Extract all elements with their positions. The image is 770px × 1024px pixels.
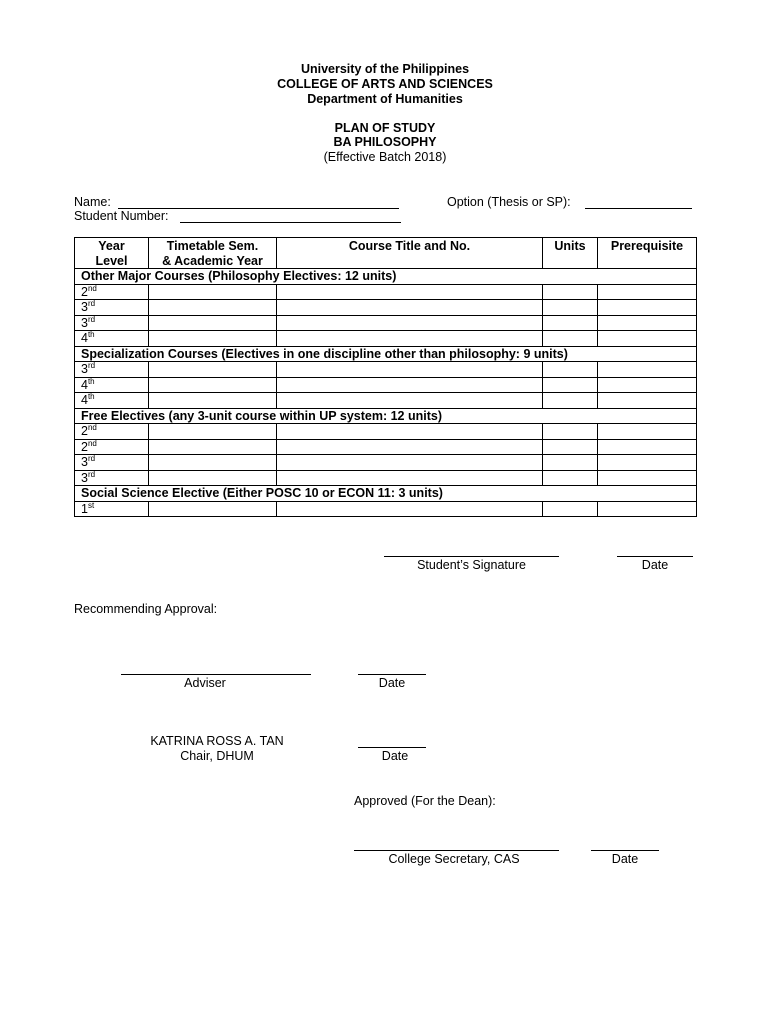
student-signature-line[interactable] — [384, 556, 559, 557]
year-level-suffix: st — [87, 501, 95, 510]
approved-dean-label: Approved (For the Dean): — [354, 794, 496, 808]
col-year-level — [75, 238, 149, 269]
table-row — [75, 393, 697, 409]
timetable-cell[interactable] — [149, 501, 277, 517]
department-name: Department of Humanities — [307, 92, 463, 106]
year-level-suffix: nd — [87, 423, 97, 432]
table-row — [75, 284, 697, 300]
university-name: University of the Philippines — [300, 62, 470, 76]
year-level-cell — [75, 331, 149, 347]
recommending-approval-label: Recommending Approval: — [74, 602, 218, 616]
plan-table-body — [75, 269, 697, 517]
table-row — [75, 377, 697, 393]
table-row — [75, 331, 697, 347]
col-prerequisite: Prerequisite — [598, 238, 697, 269]
course-cell[interactable] — [277, 470, 543, 486]
chair-name: KATRINA ROSS A. TAN — [150, 734, 284, 748]
table-row — [75, 455, 697, 471]
student-number-label: Student Number: — [74, 209, 169, 223]
year-level-suffix: rd — [87, 470, 96, 479]
course-cell[interactable] — [277, 377, 543, 393]
year-level-number: 4 — [81, 393, 88, 407]
timetable-cell[interactable] — [149, 284, 277, 300]
year-level-number: 4 — [81, 331, 88, 345]
course-cell[interactable] — [277, 331, 543, 347]
secretary-label: College Secretary, CAS — [388, 852, 520, 866]
student-number-field[interactable] — [180, 222, 401, 223]
course-cell[interactable] — [277, 439, 543, 455]
units-cell[interactable] — [543, 284, 598, 300]
units-cell[interactable] — [543, 393, 598, 409]
year-level-cell — [75, 455, 149, 471]
program-title: BA PHILOSOPHY — [333, 135, 437, 149]
course-cell[interactable] — [277, 424, 543, 440]
year-level-cell — [75, 424, 149, 440]
prerequisite-cell[interactable] — [598, 424, 697, 440]
secretary-date-label: Date — [611, 852, 639, 866]
year-level-suffix: th — [87, 377, 95, 386]
col-course: Course Title and No. — [277, 238, 543, 269]
year-level-suffix: rd — [87, 454, 96, 463]
secretary-date-line[interactable] — [591, 850, 659, 851]
prerequisite-cell[interactable] — [598, 331, 697, 347]
year-level-cell — [75, 439, 149, 455]
timetable-cell[interactable] — [149, 439, 277, 455]
table-row — [75, 424, 697, 440]
chair-date-label: Date — [381, 749, 409, 763]
adviser-signature-line[interactable] — [121, 674, 311, 675]
prerequisite-cell[interactable] — [598, 284, 697, 300]
timetable-cell[interactable] — [149, 331, 277, 347]
prerequisite-cell[interactable] — [598, 455, 697, 471]
table-row — [75, 501, 697, 517]
chair-date-line[interactable] — [358, 747, 426, 748]
prerequisite-cell[interactable] — [598, 501, 697, 517]
year-level-suffix: nd — [87, 439, 97, 448]
prerequisite-cell[interactable] — [598, 470, 697, 486]
year-level-number: 3 — [81, 455, 88, 469]
adviser-date-label: Date — [378, 676, 406, 690]
year-level-suffix: rd — [87, 361, 96, 370]
year-level-cell — [75, 393, 149, 409]
year-level-suffix: nd — [87, 284, 97, 293]
course-cell[interactable] — [277, 455, 543, 471]
prerequisite-cell[interactable] — [598, 315, 697, 331]
prerequisite-cell[interactable] — [598, 393, 697, 409]
section-title: Free Electives (any 3-unit course within UP system: 12 units) — [75, 408, 697, 424]
option-label: Option (Thesis or SP): — [447, 195, 571, 209]
prerequisite-cell[interactable] — [598, 300, 697, 316]
units-cell[interactable] — [543, 300, 598, 316]
units-cell[interactable] — [543, 377, 598, 393]
timetable-cell[interactable] — [149, 315, 277, 331]
year-level-suffix: rd — [87, 299, 96, 308]
timetable-cell[interactable] — [149, 300, 277, 316]
year-level-number: 3 — [81, 470, 88, 485]
col-units: Units — [543, 238, 598, 269]
timetable-cell[interactable] — [149, 455, 277, 471]
timetable-cell[interactable] — [149, 362, 277, 378]
units-cell[interactable] — [543, 424, 598, 440]
chair-title: Chair, DHUM — [180, 749, 254, 763]
timetable-cell[interactable] — [149, 424, 277, 440]
table-row — [75, 362, 697, 378]
units-cell[interactable] — [543, 455, 598, 471]
units-cell[interactable] — [543, 315, 598, 331]
timetable-cell[interactable] — [149, 470, 277, 486]
course-cell[interactable] — [277, 501, 543, 517]
year-level-cell — [75, 300, 149, 316]
section-row — [75, 346, 697, 362]
course-cell[interactable] — [277, 393, 543, 409]
year-level-number: 4 — [81, 377, 88, 392]
adviser-date-line[interactable] — [358, 674, 426, 675]
course-cell[interactable] — [277, 362, 543, 378]
year-level-number: 2 — [81, 439, 88, 454]
year-level-suffix: th — [87, 330, 95, 339]
section-row — [75, 486, 697, 502]
col-year-level-line2: Level — [95, 253, 128, 268]
section-title: Specialization Courses (Electives in one discipline other than philosophy: 9 units) — [75, 346, 697, 362]
table-header-row — [75, 238, 697, 269]
year-level-number: 3 — [81, 300, 88, 314]
plan-of-study-table — [74, 237, 697, 517]
units-cell[interactable] — [543, 439, 598, 455]
year-level-number: 1 — [81, 501, 88, 516]
year-level-number: 2 — [81, 284, 88, 299]
college-name: COLLEGE OF ARTS AND SCIENCES — [277, 77, 493, 91]
course-cell[interactable] — [277, 300, 543, 316]
units-cell[interactable] — [543, 470, 598, 486]
student-date-line[interactable] — [617, 556, 693, 557]
section-row — [75, 408, 697, 424]
timetable-cell[interactable] — [149, 393, 277, 409]
year-level-number: 3 — [81, 315, 88, 330]
year-level-number: 3 — [81, 362, 88, 376]
prerequisite-cell[interactable] — [598, 377, 697, 393]
batch-label: (Effective Batch 2018) — [323, 150, 447, 164]
table-row — [75, 300, 697, 316]
year-level-cell — [75, 470, 149, 486]
units-cell[interactable] — [543, 362, 598, 378]
year-level-suffix: rd — [87, 315, 96, 324]
name-label: Name: — [74, 195, 111, 209]
col-timetable-line2: & Academic Year — [162, 253, 263, 268]
col-timetable — [149, 238, 277, 269]
plan-title: PLAN OF STUDY — [334, 121, 436, 135]
prerequisite-cell[interactable] — [598, 439, 697, 455]
year-level-cell — [75, 315, 149, 331]
year-level-cell — [75, 362, 149, 378]
section-title: Social Science Elective (Either POSC 10 or ECON 11: 3 units) — [75, 486, 697, 502]
section-title: Other Major Courses (Philosophy Electives: 12 units) — [75, 269, 697, 285]
course-cell[interactable] — [277, 284, 543, 300]
section-row — [75, 269, 697, 285]
table-row — [75, 315, 697, 331]
option-field[interactable] — [585, 208, 692, 209]
col-timetable-line1: Timetable Sem. — [166, 239, 259, 253]
units-cell[interactable] — [543, 331, 598, 347]
prerequisite-cell[interactable] — [598, 362, 697, 378]
table-row — [75, 470, 697, 486]
student-signature-label: Student’s Signature — [417, 558, 526, 572]
course-cell[interactable] — [277, 315, 543, 331]
col-year-level-line1: Year — [98, 239, 125, 253]
year-level-cell — [75, 501, 149, 517]
year-level-cell — [75, 284, 149, 300]
table-row — [75, 439, 697, 455]
year-level-cell — [75, 377, 149, 393]
year-level-suffix: th — [87, 392, 95, 401]
units-cell[interactable] — [543, 501, 598, 517]
student-date-label: Date — [641, 558, 669, 572]
secretary-signature-line[interactable] — [354, 850, 559, 851]
year-level-number: 2 — [81, 424, 88, 438]
timetable-cell[interactable] — [149, 377, 277, 393]
adviser-label: Adviser — [184, 676, 226, 690]
